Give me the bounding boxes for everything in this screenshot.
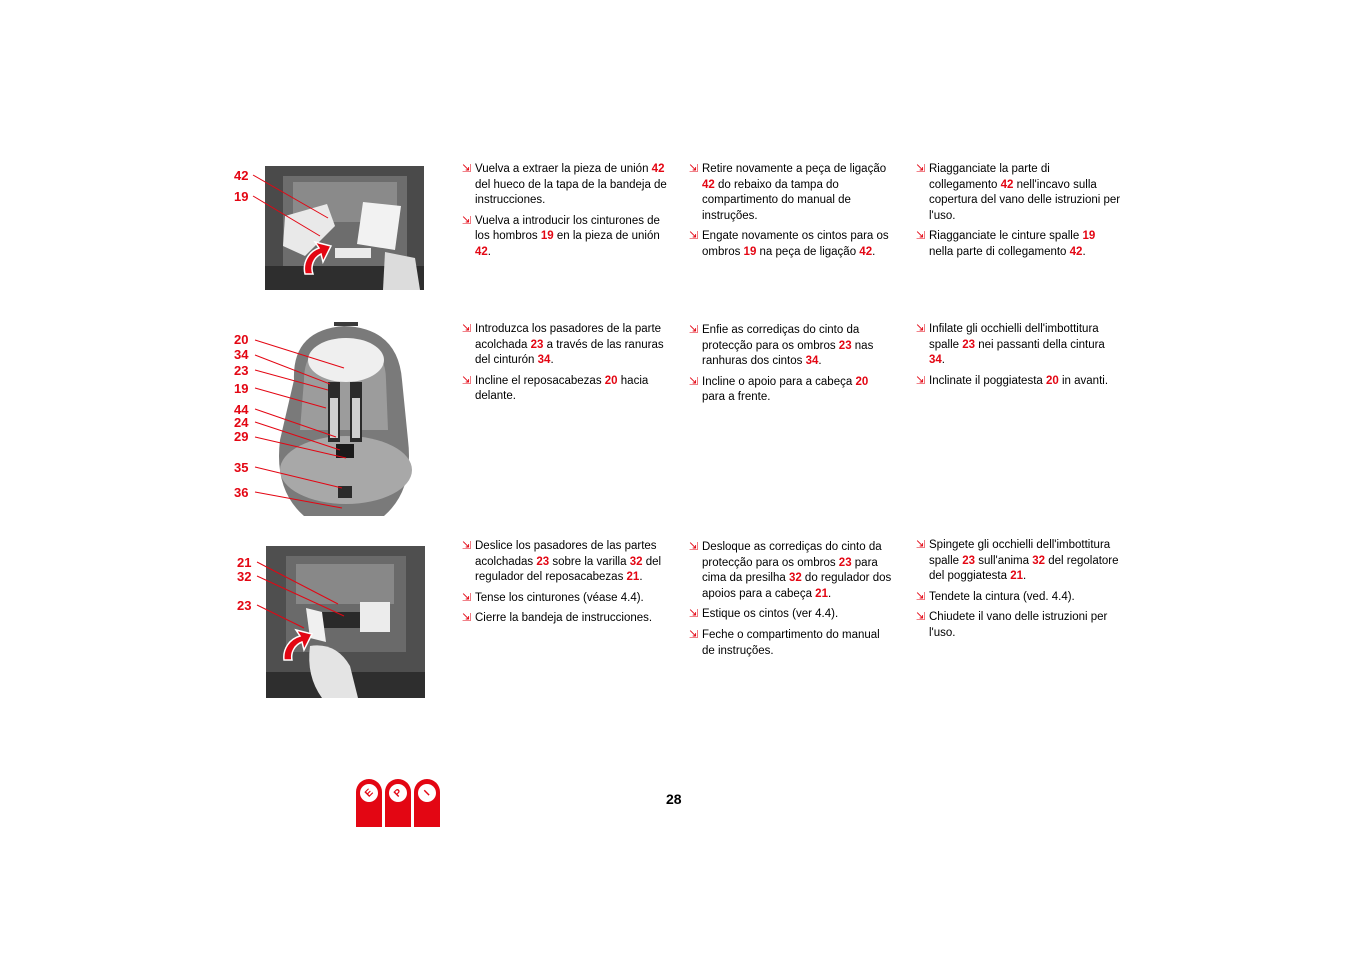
step-text: Engate novamente os cintos para os ombros: [702, 230, 889, 258]
language-tab-e: E: [356, 779, 382, 827]
step-text: .: [941, 354, 945, 367]
part-reference-number: 23: [838, 556, 852, 569]
step-arrow-icon: ⇲: [462, 612, 472, 625]
step-text: Vuelva a introducir los cinturones de los hombros: [475, 214, 660, 243]
part-reference-number: 32: [788, 572, 802, 585]
part-reference-number: 42: [1000, 178, 1014, 191]
page-number: 28: [666, 791, 682, 807]
step-arrow-icon: ⇲: [916, 230, 926, 243]
part-reference-number: 34: [537, 354, 551, 367]
callout-29: 29: [234, 429, 249, 444]
step-text: hacia delante.: [475, 374, 649, 403]
section-2-it: [916, 322, 1121, 394]
instruction-step: [916, 322, 1121, 369]
step-arrow-icon: ⇲: [462, 591, 472, 604]
step-text: do rebaixo da tampa do compartimento do manual de instruções.: [702, 178, 851, 222]
figure-2-photo: [264, 320, 424, 516]
figure-3-photo: [266, 546, 425, 698]
part-reference-number: 23: [530, 338, 544, 351]
instruction-step: [916, 590, 1121, 606]
step-arrow-icon: ⇲: [689, 324, 699, 336]
step-arrow-icon: ⇲: [916, 374, 926, 387]
step-text: Incline o apoio para a cabeça: [702, 375, 856, 388]
step-arrow-icon: ⇲: [462, 323, 472, 335]
instruction-step: [689, 540, 894, 602]
step-arrow-icon: ⇲: [916, 323, 926, 335]
step-text: del hueco de la tapa de la bandeja de instrucciones.: [475, 178, 667, 207]
step-arrow-icon: ⇲: [689, 163, 699, 175]
part-reference-number: 42: [475, 245, 488, 258]
instruction-step: [916, 162, 1121, 224]
instruction-step: [462, 591, 667, 607]
step-text: Inclinate il poggiatesta: [929, 374, 1046, 387]
part-reference-number: 20: [1046, 374, 1059, 387]
part-reference-number: 42: [651, 163, 665, 175]
callout-19: 19: [234, 189, 249, 204]
step-text: del regulador del reposacabezas: [475, 555, 662, 584]
callout-24: 24: [234, 415, 249, 430]
section-1-pt: [689, 162, 894, 266]
step-text: do regulador dos apoios para a cabeça: [702, 572, 892, 600]
step-text: Tendete la cintura (ved. 4.4).: [929, 590, 1075, 603]
step-arrow-icon: ⇲: [916, 590, 926, 603]
instruction-step: [689, 323, 894, 370]
part-reference-number: 19: [743, 245, 757, 258]
part-reference-number: 32: [1032, 554, 1046, 567]
instruction-step: [689, 229, 894, 260]
part-reference-number: 21: [1010, 570, 1023, 583]
step-text: in avanti.: [1058, 374, 1109, 387]
step-text: sull'anima: [975, 554, 1033, 567]
callout-44: 44: [234, 402, 249, 417]
step-text: Infilate gli occhielli dell'imbottitura spalle: [929, 323, 1099, 351]
instruction-step: [462, 611, 667, 627]
callout-19: 19: [234, 381, 249, 396]
part-reference-number: 34: [805, 355, 819, 368]
step-text: Desloque as corrediças do cinto da protecção para os ombros: [702, 541, 882, 569]
instruction-step: [462, 374, 667, 405]
part-reference-number: 20: [855, 375, 869, 388]
step-text: na peça de ligação: [756, 245, 860, 258]
part-reference-number: 19: [1082, 230, 1096, 243]
step-text: Feche o compartimento do manual de instruções.: [702, 628, 880, 657]
callout-23: 23: [234, 363, 249, 378]
step-arrow-icon: ⇲: [916, 163, 926, 175]
instruction-step: [689, 375, 894, 406]
part-reference-number: 23: [536, 555, 550, 568]
callout-21: 21: [237, 555, 252, 570]
step-arrow-icon: ⇲: [916, 539, 926, 551]
step-text: en la pieza de unión: [553, 230, 660, 243]
callout-32: 32: [237, 569, 252, 584]
callout-36: 36: [234, 485, 249, 500]
step-text: del regolatore del poggiatesta: [929, 554, 1119, 583]
step-text: Enfie as corrediças do cinto da protecção para os ombros: [702, 324, 860, 352]
instruction-step: [462, 162, 667, 209]
step-text: .: [1082, 245, 1086, 258]
step-text: nas ranhuras dos cintos: [702, 339, 874, 368]
language-tab-i: I: [414, 779, 440, 827]
step-text: nei passanti della cintura: [975, 338, 1105, 351]
step-text: .: [1023, 570, 1027, 583]
step-text: Cierre la bandeja de instrucciones.: [475, 612, 653, 625]
step-text: sobre la varilla: [549, 555, 630, 568]
part-reference-number: 23: [962, 554, 976, 567]
step-text: Spingete gli occhielli dell'imbottitura spalle: [929, 539, 1111, 567]
step-arrow-icon: ⇲: [462, 163, 472, 175]
step-arrow-icon: ⇲: [462, 214, 472, 227]
step-arrow-icon: ⇲: [689, 628, 699, 641]
instruction-step: [462, 539, 667, 586]
step-text: nell'incavo sulla copertura del vano delle istruzioni per l'uso.: [929, 178, 1121, 222]
part-reference-number: 23: [962, 338, 976, 351]
instruction-step: [916, 538, 1121, 585]
instruction-step: [689, 628, 894, 659]
callout-20: 20: [234, 332, 249, 347]
part-reference-number: 19: [540, 230, 554, 243]
step-text: Introduzca los pasadores de la parte acolchada: [475, 323, 662, 351]
step-text: a través de las ranuras del cinturón: [475, 338, 664, 367]
section-2-pt: [689, 323, 894, 411]
instruction-step: [689, 162, 894, 224]
part-reference-number: 42: [702, 178, 715, 191]
callout-35: 35: [234, 460, 249, 475]
callout-34: 34: [234, 347, 249, 362]
instruction-step: [689, 607, 894, 623]
step-arrow-icon: ⇲: [689, 230, 699, 243]
step-text: Retire novamente a peça de ligação: [702, 163, 887, 175]
step-text: Riagganciate la parte di collegamento: [929, 163, 1050, 191]
step-text: Incline el reposacabezas: [475, 374, 605, 387]
step-text: .: [872, 245, 876, 258]
callout-42: 42: [234, 168, 249, 183]
part-reference-number: 42: [1069, 245, 1083, 258]
section-3-pt: [689, 540, 894, 664]
step-text: .: [550, 354, 554, 367]
part-reference-number: 20: [604, 374, 618, 387]
instruction-step: [462, 214, 667, 261]
part-reference-number: 32: [629, 555, 643, 568]
step-arrow-icon: ⇲: [462, 540, 472, 552]
part-reference-number: 42: [859, 245, 873, 258]
step-text: nella parte di collegamento: [929, 245, 1070, 258]
step-text: .: [487, 245, 491, 258]
step-arrow-icon: ⇲: [689, 541, 699, 553]
step-text: Tense los cinturones (véase 4.4).: [475, 591, 644, 604]
figure-1-photo: [265, 166, 424, 290]
section-3-it: [916, 538, 1121, 647]
step-arrow-icon: ⇲: [689, 375, 699, 388]
language-tab-p: P: [385, 779, 411, 827]
step-text: .: [818, 355, 822, 368]
step-arrow-icon: ⇲: [916, 611, 926, 624]
section-1-it: [916, 162, 1121, 266]
section-1-es: [462, 162, 667, 266]
section-2-es: [462, 322, 667, 410]
step-text: Deslice los pasadores de las partes acolchadas: [475, 540, 657, 568]
callout-23: 23: [237, 598, 252, 613]
step-text: Vuelva a extraer la pieza de unión: [475, 163, 652, 175]
part-reference-number: 21: [815, 587, 828, 600]
step-arrow-icon: ⇲: [689, 608, 699, 621]
step-arrow-icon: ⇲: [462, 374, 472, 387]
section-3-es: [462, 539, 667, 632]
instruction-step: [916, 374, 1121, 390]
step-text: para cima da presilha: [702, 556, 878, 585]
instruction-step: [462, 322, 667, 369]
instruction-step: [916, 229, 1121, 260]
instruction-step: [916, 610, 1121, 641]
part-reference-number: 34: [929, 354, 942, 367]
step-text: .: [827, 587, 832, 600]
step-text: para a frente.: [702, 391, 771, 404]
step-text: .: [639, 571, 643, 584]
step-text: Chiudete il vano delle istruzioni per l'uso.: [929, 611, 1108, 639]
step-text: Riagganciate le cinture spalle: [929, 230, 1083, 243]
part-reference-number: 21: [626, 571, 640, 584]
part-reference-number: 23: [838, 339, 852, 352]
step-text: Estique os cintos (ver 4.4).: [702, 608, 839, 621]
